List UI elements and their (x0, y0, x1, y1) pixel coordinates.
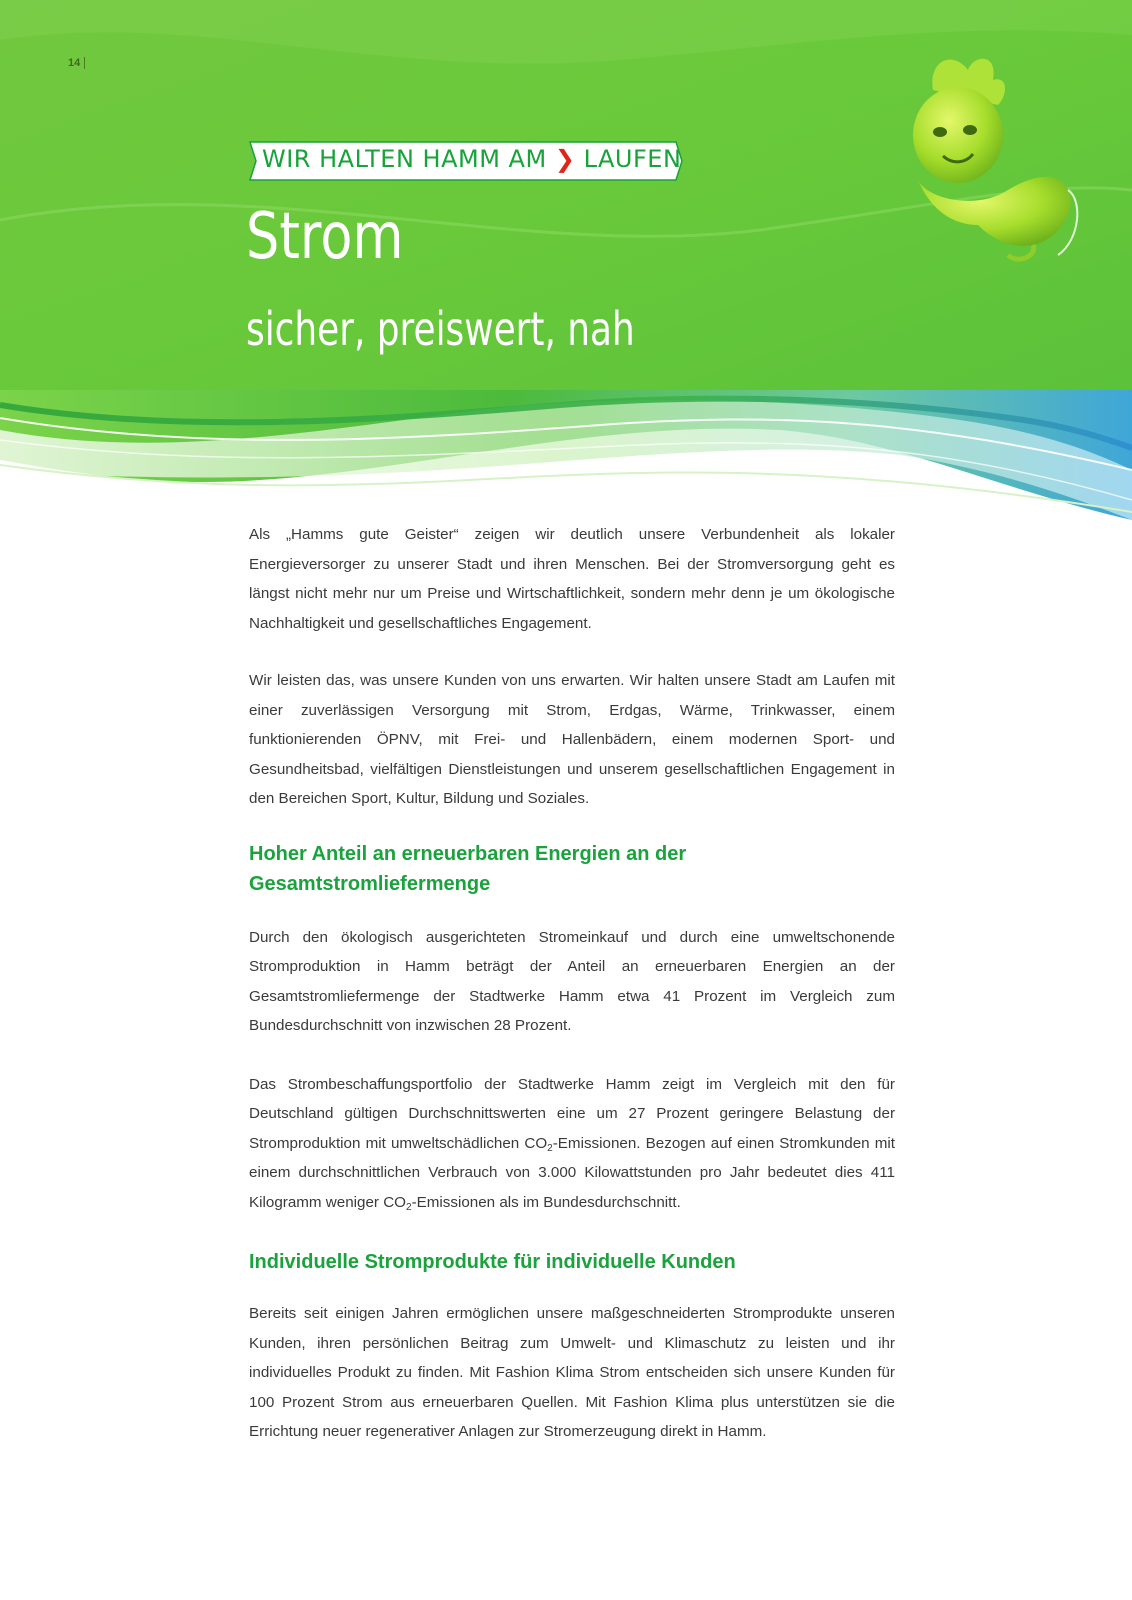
claim-text-after: LAUFEN (583, 145, 682, 173)
co2-paragraph (249, 1070, 895, 1218)
claim-text (262, 145, 681, 173)
section-heading-renewables-line2: Gesamtstromliefermenge (249, 872, 491, 895)
page-subtitle: sicher, preiswert, nah (246, 302, 635, 356)
co2-text-part1: Das Strombeschaffungsportfolio der Stadtwerke Hamm zeigt im Vergleich mit den für Deutschland gültigen Durchschnittswerten eine um 27 Prozent geringere Belastung der Stromproduktion mit umweltschädlichen CO (249, 1075, 895, 1152)
chevron-right-icon: ❯ (554, 145, 576, 173)
page-number: 14 (68, 57, 85, 69)
renewables-paragraph: Durch den ökologisch ausgerichteten Stromeinkauf und durch eine umweltschonende Stromproduktion in Hamm beträgt der Anteil an erneuerbaren Energien an der Gesamtstromliefermenge der Stadtwerke Hamm etwa 41 Prozent im Vergleich zum Bundesdurchschnitt von inzwischen 28 Prozent. (249, 928, 895, 1034)
green-spirit-mascot-icon (858, 50, 1084, 275)
claim-text-before: WIR HALTEN HAMM AM (262, 145, 547, 173)
section-heading-renewables (249, 839, 895, 899)
co2-subscript: 2 (406, 1201, 412, 1213)
page-title: Strom (246, 200, 404, 274)
co2-text-part3: -Emissionen als im Bundesdurchschnitt. (411, 1193, 681, 1211)
products-paragraph: Bereits seit einigen Jahren ermöglichen unsere maßgeschneiderten Stromprodukte unseren Kunden, ihren persönlichen Beitrag zum Umwelt- und Klimaschutz zu leisten und ihr individuelles Produkt zu finden. Mit Fashion Klima Strom entscheiden sich unsere Kunden für 100 Prozent Strom aus erneuerbaren Quellen. Mit Fashion Klima plus unterstützen sie die Errichtung neuer regenerativer Anlagen zur Stromerzeugung direkt in Hamm. (249, 1305, 895, 1440)
intro-paragraph: Als „Hamms gute Geister“ zeigen wir deutlich unsere Verbundenheit als lokaler Energieversorger zu unserer Stadt und ihren Menschen. Bei der Stromversorgung geht es längst nicht mehr nur um Preise und Wirtschaftlichkeit, sondern mehr denn je um ökologische Nachhaltigkeit und gesellschaftliches Engagement. (249, 526, 895, 632)
body-content (249, 520, 895, 1447)
services-paragraph: Wir leisten das, was unsere Kunden von uns erwarten. Wir halten unsere Stadt am Laufen mit einer zuverlässigen Versorgung mit Strom, Erdgas, Wärme, Trinkwasser, einem funktionierenden ÖPNV, mit Frei- und Hallenbädern, einem modernen Sport- und Gesundheitsbad, vielfältigen Dienstleistungen und unserem gesellschaftlichen Engagement in den Bereichen Sport, Kultur, Bildung und Soziales. (249, 672, 895, 807)
section-heading-renewables-line1: Hoher Anteil an erneuerbaren Energien an der (249, 842, 687, 865)
section-heading-products: Individuelle Stromprodukte für individuelle Kunden (249, 1251, 736, 1273)
co2-subscript: 2 (547, 1142, 553, 1154)
claim-banner (248, 140, 684, 182)
co2-text-part2: -Emissionen. Bezogen auf einen Stromkunden mit einem durchschnittlichen Verbrauch von 3.000 Kilowattstunden pro Jahr bedeutet dies 411 Kilogramm weniger CO (249, 1134, 895, 1211)
